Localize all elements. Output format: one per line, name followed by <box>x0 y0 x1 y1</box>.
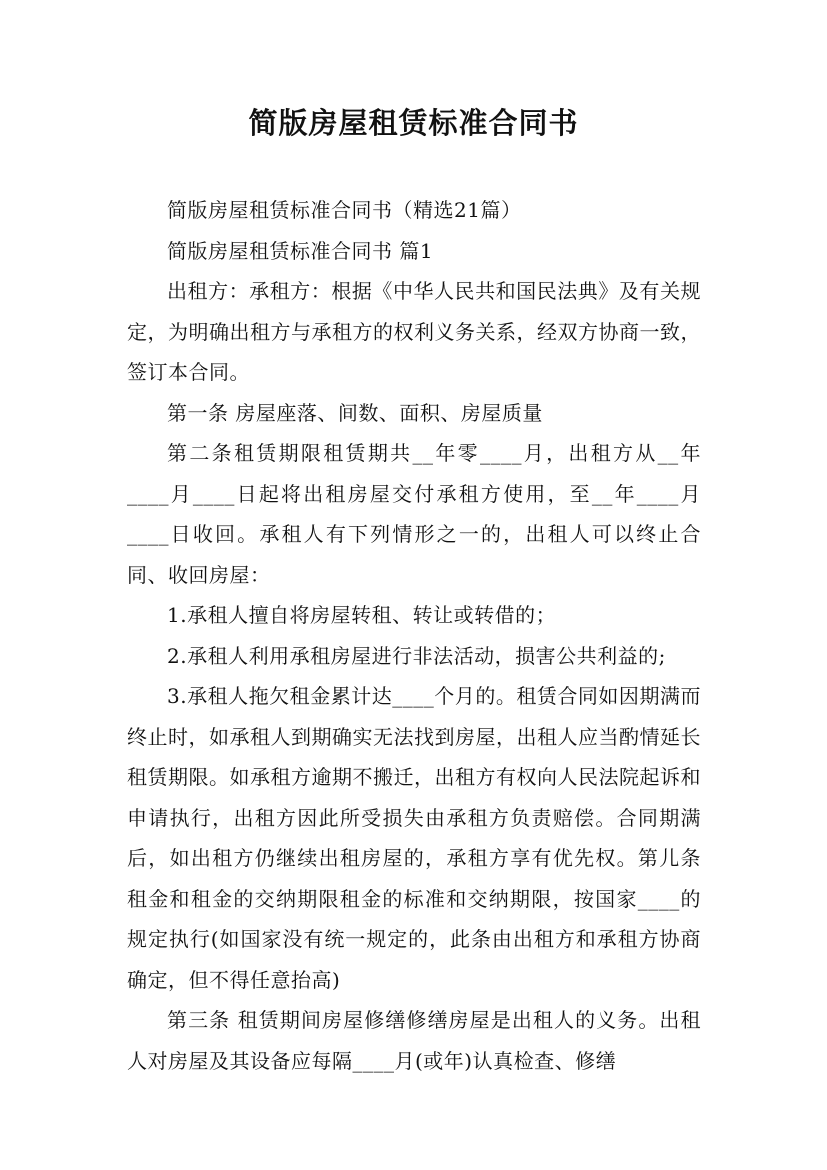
document-body <box>127 190 701 1081</box>
paragraph-article-3: 第三条 租赁期间房屋修缮修缮房屋是出租人的义务。出租人对房屋及其设备应每隔____月(或年)认真检查、修缮 <box>127 1008 701 1073</box>
paragraph-section-heading: 简版房屋租赁标准合同书 篇1 <box>167 238 434 263</box>
paragraph-item-3: 3.承租人拖欠租金累计达____个月的。租赁合同如因期满而终止时，如承租人到期确实无法找到房屋，出租人应当酌情延长租赁期限。如承租方逾期不搬迁，出租方有权向人民法院起诉和申请执行，出租方因此所受损失由承租方负责赔偿。合同期满后，如出租方仍继续出租房屋的，承租方享有优先权。第儿条 租金和租金的交纳期限租金的标准和交纳期限，按国家____的规定执行(如国家没有统一规定的，此条由出租方和承租方协商确定，但不得任意抬高) <box>127 684 701 992</box>
paragraph-parties: 出租方：承租方：根据《中华人民共和国民法典》及有关规定，为明确出租方与承租方的权利义务关系，经双方协商一致，签订本合同。 <box>127 279 701 384</box>
document-title: 简版房屋租赁标准合同书 <box>248 106 579 140</box>
paragraph-article-1: 第一条 房屋座落、间数、面积、房屋质量 <box>167 400 543 425</box>
paragraph-article-2: 第二条租赁期限租赁期共__年零____月，出租方从__年____月____日起将出租房屋交付承租方使用，至__年____月____日收回。承租人有下列情形之一的，出租人可以终止合同、收回房屋： <box>127 441 701 587</box>
paragraph-item-2: 2.承租人利用承租房屋进行非法活动，损害公共利益的; <box>167 643 666 668</box>
paragraph-subtitle: 简版房屋租赁标准合同书（精选21篇） <box>167 198 522 222</box>
paragraph-item-1: 1.承租人擅自将房屋转租、转让或转借的； <box>167 603 557 627</box>
